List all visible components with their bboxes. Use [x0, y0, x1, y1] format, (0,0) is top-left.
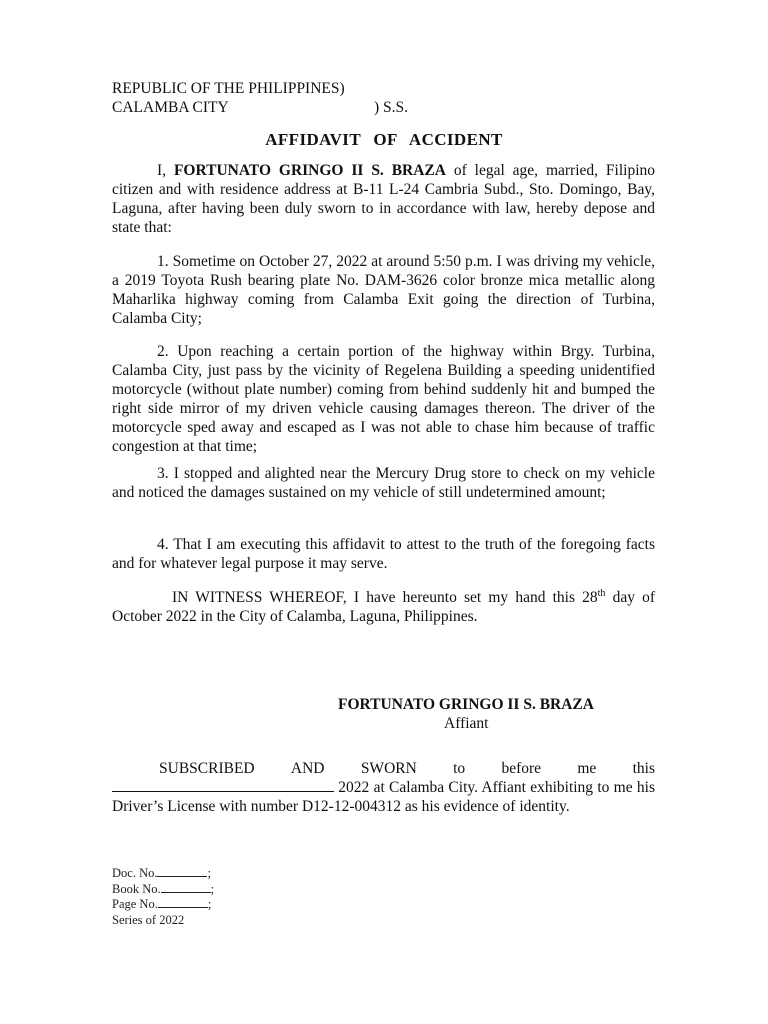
- doc-no-blank: [157, 866, 207, 877]
- paragraph-2-text: 2. Upon reaching a certain portion of the highway within Brgy. Turbina, Calamba City, just pass by the vicinity of Regelena Building a speeding unidentified motorcycle (without plate number) coming from behind suddenly hit and bumped the right side mirror of my driven vehicle causing damages thereon. The driver of the motorcycle sped away and escaped as I was not able to chase him because of traffic congestion at that time;: [112, 343, 655, 455]
- jurat-paragraph: [112, 759, 655, 816]
- jurat-word: AND: [290, 760, 325, 777]
- venue-line-city: [112, 98, 409, 117]
- page-no-suffix: ;: [207, 897, 212, 911]
- venue-ss: ) S.S.: [374, 99, 409, 116]
- notarial-register: [112, 866, 214, 928]
- intro-paragraph: [112, 161, 655, 237]
- jurat-word: SUBSCRIBED: [159, 760, 255, 777]
- document-title: AFFIDAVIT OF ACCIDENT: [265, 130, 503, 149]
- jurat-rest-text: 2022 at Calamba City. Affiant exhibiting to me his Driver’s License with number D12-12-004312 as his evidence of identity.: [112, 779, 655, 815]
- intro-prefix: I,: [157, 162, 174, 179]
- page-no-row: [112, 897, 214, 913]
- doc-no-row: [112, 866, 214, 882]
- witness-before: IN WITNESS WHEREOF, I have hereunto set my hand this 28: [172, 589, 598, 606]
- jurat-word: me: [577, 760, 597, 777]
- affiant-label: Affiant: [444, 715, 489, 732]
- venue-city: CALAMBA CITY: [112, 99, 229, 116]
- series-label: Series of 2022: [112, 912, 185, 927]
- book-no-blank: [161, 882, 211, 893]
- paragraph-1: [112, 252, 655, 328]
- intro-text: [112, 161, 655, 237]
- witness-ordinal: th: [597, 587, 606, 599]
- paragraph-3: [112, 464, 655, 502]
- paragraph-4: [112, 535, 655, 573]
- jurat-word: this: [632, 760, 655, 777]
- date-blank-line: [112, 779, 334, 792]
- venue-block: [112, 79, 409, 117]
- jurat-rest: [112, 778, 655, 816]
- book-no-label: Book No.: [112, 881, 161, 896]
- jurat-word: SWORN: [360, 760, 417, 777]
- intro-rest: of legal age, married, Filipino citizen and with residence address at B-11 L-24 Cambria Subd., Sto. Domingo, Bay, Laguna, after having been duly sworn to in accordance with law, hereby depose and state that:: [112, 162, 655, 236]
- paragraph-3-text: 3. I stopped and alighted near the Mercury Drug store to check on my vehicle and noticed the damages sustained on my vehicle of still undetermined amount;: [112, 465, 655, 501]
- page-no-blank: [158, 897, 208, 908]
- venue-line-republic: REPUBLIC OF THE PHILIPPINES): [112, 80, 345, 97]
- paragraph-1-text: 1. Sometime on October 27, 2022 at around 5:50 p.m. I was driving my vehicle, a 2019 Toyota Rush bearing plate No. DAM-3626 color bronze mica metallic along Maharlika highway coming from Calamba Exit going the direction of Turbina, Calamba City;: [112, 253, 655, 327]
- jurat-word: before: [501, 760, 542, 777]
- book-no-row: [112, 882, 214, 898]
- witness-paragraph: [112, 588, 655, 626]
- doc-no-label: Doc. No.: [112, 866, 158, 880]
- paragraph-4-text: 4. That I am executing this affidavit to attest to the truth of the foregoing facts and for whatever legal purpose it may serve.: [112, 536, 655, 572]
- affiant-name-inline: FORTUNATO GRINGO II S. BRAZA: [173, 162, 446, 179]
- affiant-signature-name: FORTUNATO GRINGO II S. BRAZA: [338, 696, 594, 713]
- book-no-suffix: ;: [210, 881, 215, 896]
- witness-after: day of October 2022 in the City of Calamba, Laguna, Philippines.: [112, 589, 655, 625]
- jurat-first-line: [112, 759, 655, 778]
- page-no-label: Page No.: [112, 897, 158, 911]
- jurat-word: to: [453, 760, 466, 777]
- paragraph-2: [112, 342, 655, 456]
- doc-no-suffix: ;: [207, 866, 211, 880]
- witness-text: [112, 588, 655, 626]
